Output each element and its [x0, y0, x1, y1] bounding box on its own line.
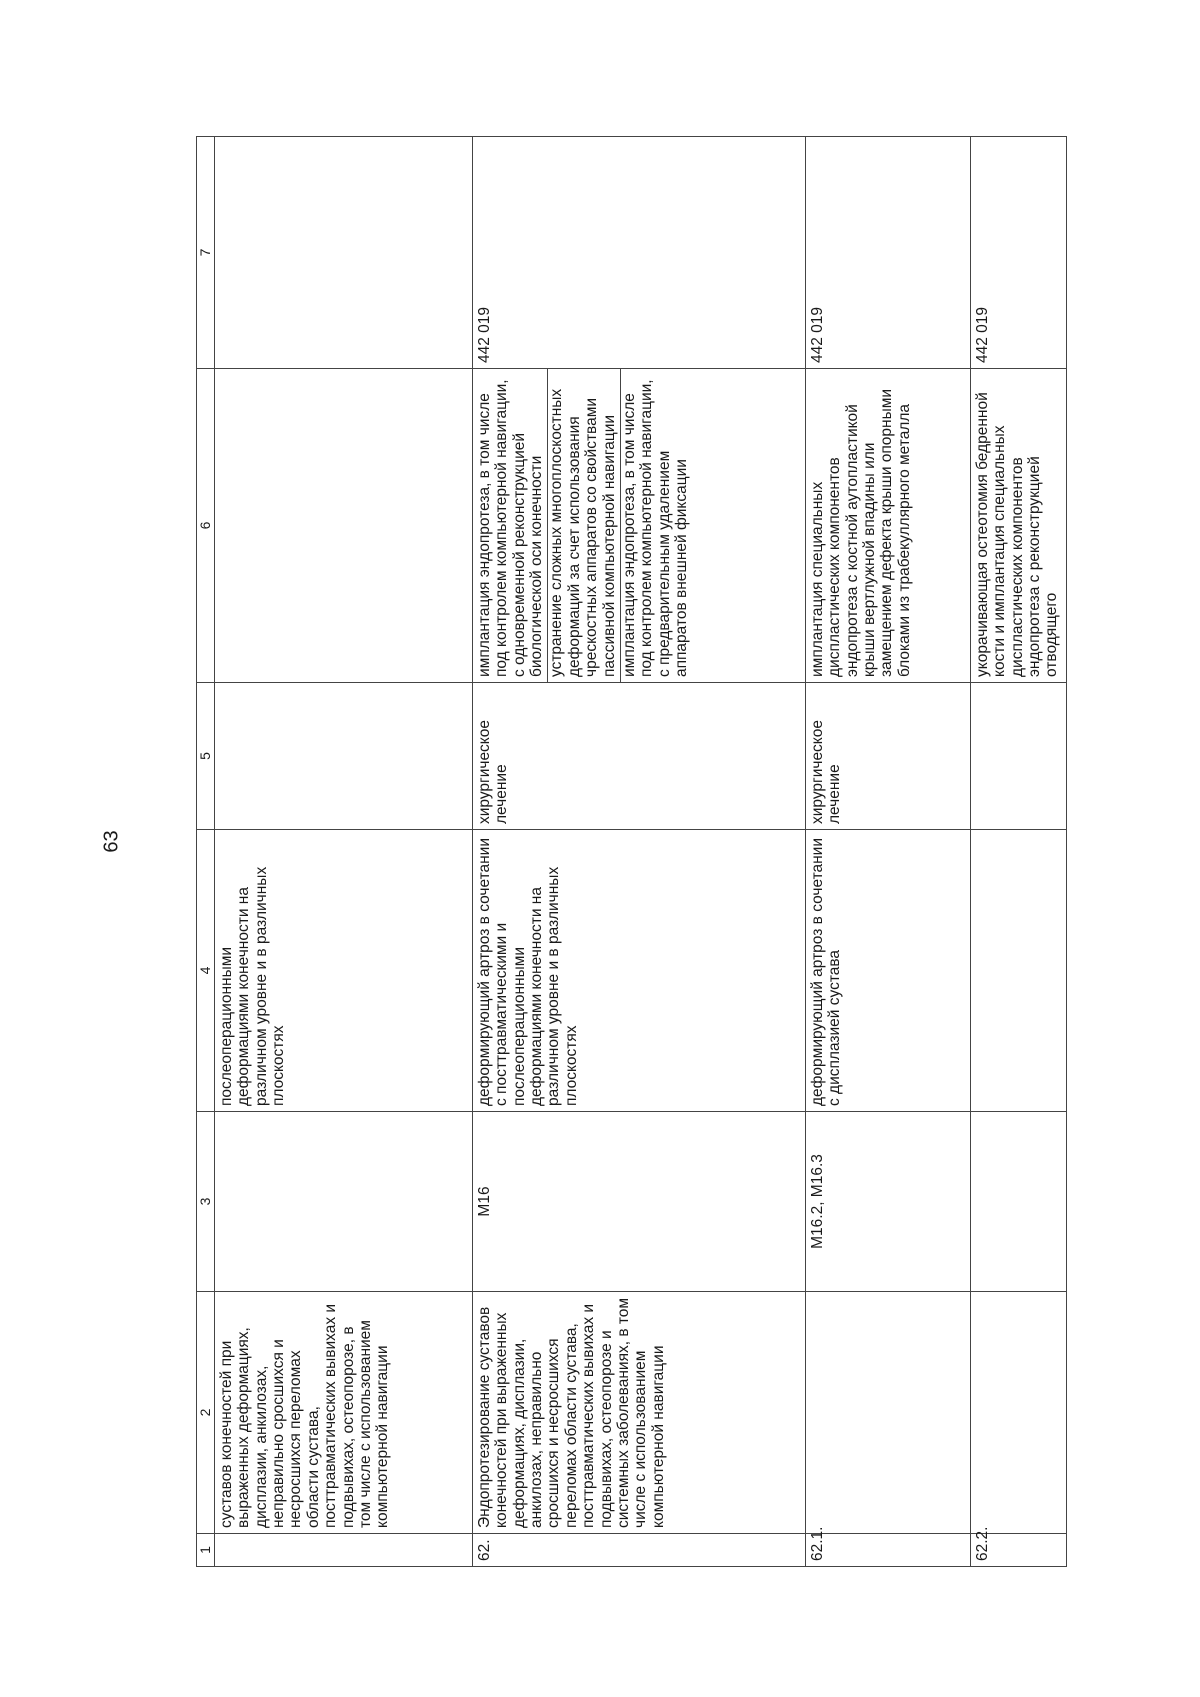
- patient-model-cell: деформирующий артроз в сочетании с посттравматическими и послеоперационными деформациями конечности на различном уровне и в различных плоскостях: [473, 830, 806, 1112]
- table-row: [473, 137, 806, 1567]
- treatment-method-cell: [473, 369, 806, 683]
- treatment-method-cell: [971, 369, 1067, 683]
- column-number-row: [197, 137, 215, 1567]
- table-row: [215, 137, 473, 1567]
- treatment-type-cell: хирургическое лечение: [473, 683, 806, 830]
- treatment-type-cell: хирургическое лечение: [806, 683, 971, 830]
- table-row: [806, 137, 971, 1567]
- header-cell: 2: [197, 1292, 215, 1534]
- icd-code-cell: [215, 1112, 473, 1292]
- treatment-type-cell: [215, 683, 473, 830]
- care-type-cell: [806, 1292, 971, 1534]
- cost-cell: 442 019: [473, 137, 806, 369]
- patient-model-cell: [971, 830, 1067, 1112]
- page-number: 63: [100, 830, 123, 853]
- treatment-method-item: устранение сложных многоплоскостных деформаций за счет использования чрескостных аппаратов со свойствами пассивной компьютерной навигации: [548, 369, 620, 682]
- row-number-cell: 62.1.: [806, 1534, 971, 1567]
- header-cell: 5: [197, 683, 215, 830]
- treatment-method-cell: [806, 369, 971, 683]
- header-cell: 1: [197, 1534, 215, 1567]
- header-cell: 3: [197, 1112, 215, 1292]
- treatment-method-item: имплантация эндопротеза, в том числе под контролем компьютерной навигации, с одновременной реконструкцией биологической оси конечности: [476, 369, 548, 682]
- treatment-method-item: имплантация эндопротеза, в том числе под контролем компьютерной навигации, с предварительным удалением аппаратов внешней фиксации: [620, 379, 690, 677]
- icd-code-cell: M16: [473, 1112, 806, 1292]
- icd-code-cell: M16.2, M16.3: [806, 1112, 971, 1292]
- treatment-method-item: укорачивающая остеотомия бедренной кости и имплантация специальных диспластических компонентов эндопротеза с реконструкцией отводящего: [974, 392, 1061, 677]
- cost-cell: [215, 137, 473, 369]
- care-type-cell: Эндопротезирование суставов конечностей при выраженных деформациях, дисплазии, анкилозах, неправильно сросшихся и несросшихся переломах области сустава, посттравматических вывихах и подвывихах, остеопорозе и системных заболеваниях, в том числе с использованием компьютерной навигации: [473, 1292, 806, 1534]
- care-type-cell: суставов конечностей при выраженных деформациях, дисплазии, анкилозах, неправильно сросшихся и несросшихся переломах области сустава, посттравматических вывихах и подвывихах, остеопорозе, в том числе с использованием компьютерной навигации: [215, 1292, 473, 1534]
- header-cell: 6: [197, 369, 215, 683]
- procedures-table: [196, 136, 1067, 1567]
- row-number-cell: 62.: [473, 1534, 806, 1567]
- row-number-cell: [215, 1534, 473, 1567]
- rotated-table-container: [196, 137, 1061, 1567]
- treatment-type-cell: [971, 683, 1067, 830]
- cost-cell: 442 019: [971, 137, 1067, 369]
- care-type-cell: [971, 1292, 1067, 1534]
- header-cell: 7: [197, 137, 215, 369]
- cost-cell: 442 019: [806, 137, 971, 369]
- row-number-cell: 62.2.: [971, 1534, 1067, 1567]
- treatment-method-item: имплантация специальных диспластических компонентов эндопротеза с костной аутопластикой крыши вертлужной впадины или замещением дефекта крыши опорными блоками из трабекуллярного металла: [809, 388, 913, 677]
- header-cell: 4: [197, 830, 215, 1112]
- treatment-method-cell: [215, 369, 473, 683]
- patient-model-cell: деформирующий артроз в сочетании с дисплазией сустава: [806, 830, 971, 1112]
- patient-model-cell: послеоперационными деформациями конечности на различном уровне и в различных плоскостях: [215, 830, 473, 1112]
- icd-code-cell: [971, 1112, 1067, 1292]
- table-row: [971, 137, 1067, 1567]
